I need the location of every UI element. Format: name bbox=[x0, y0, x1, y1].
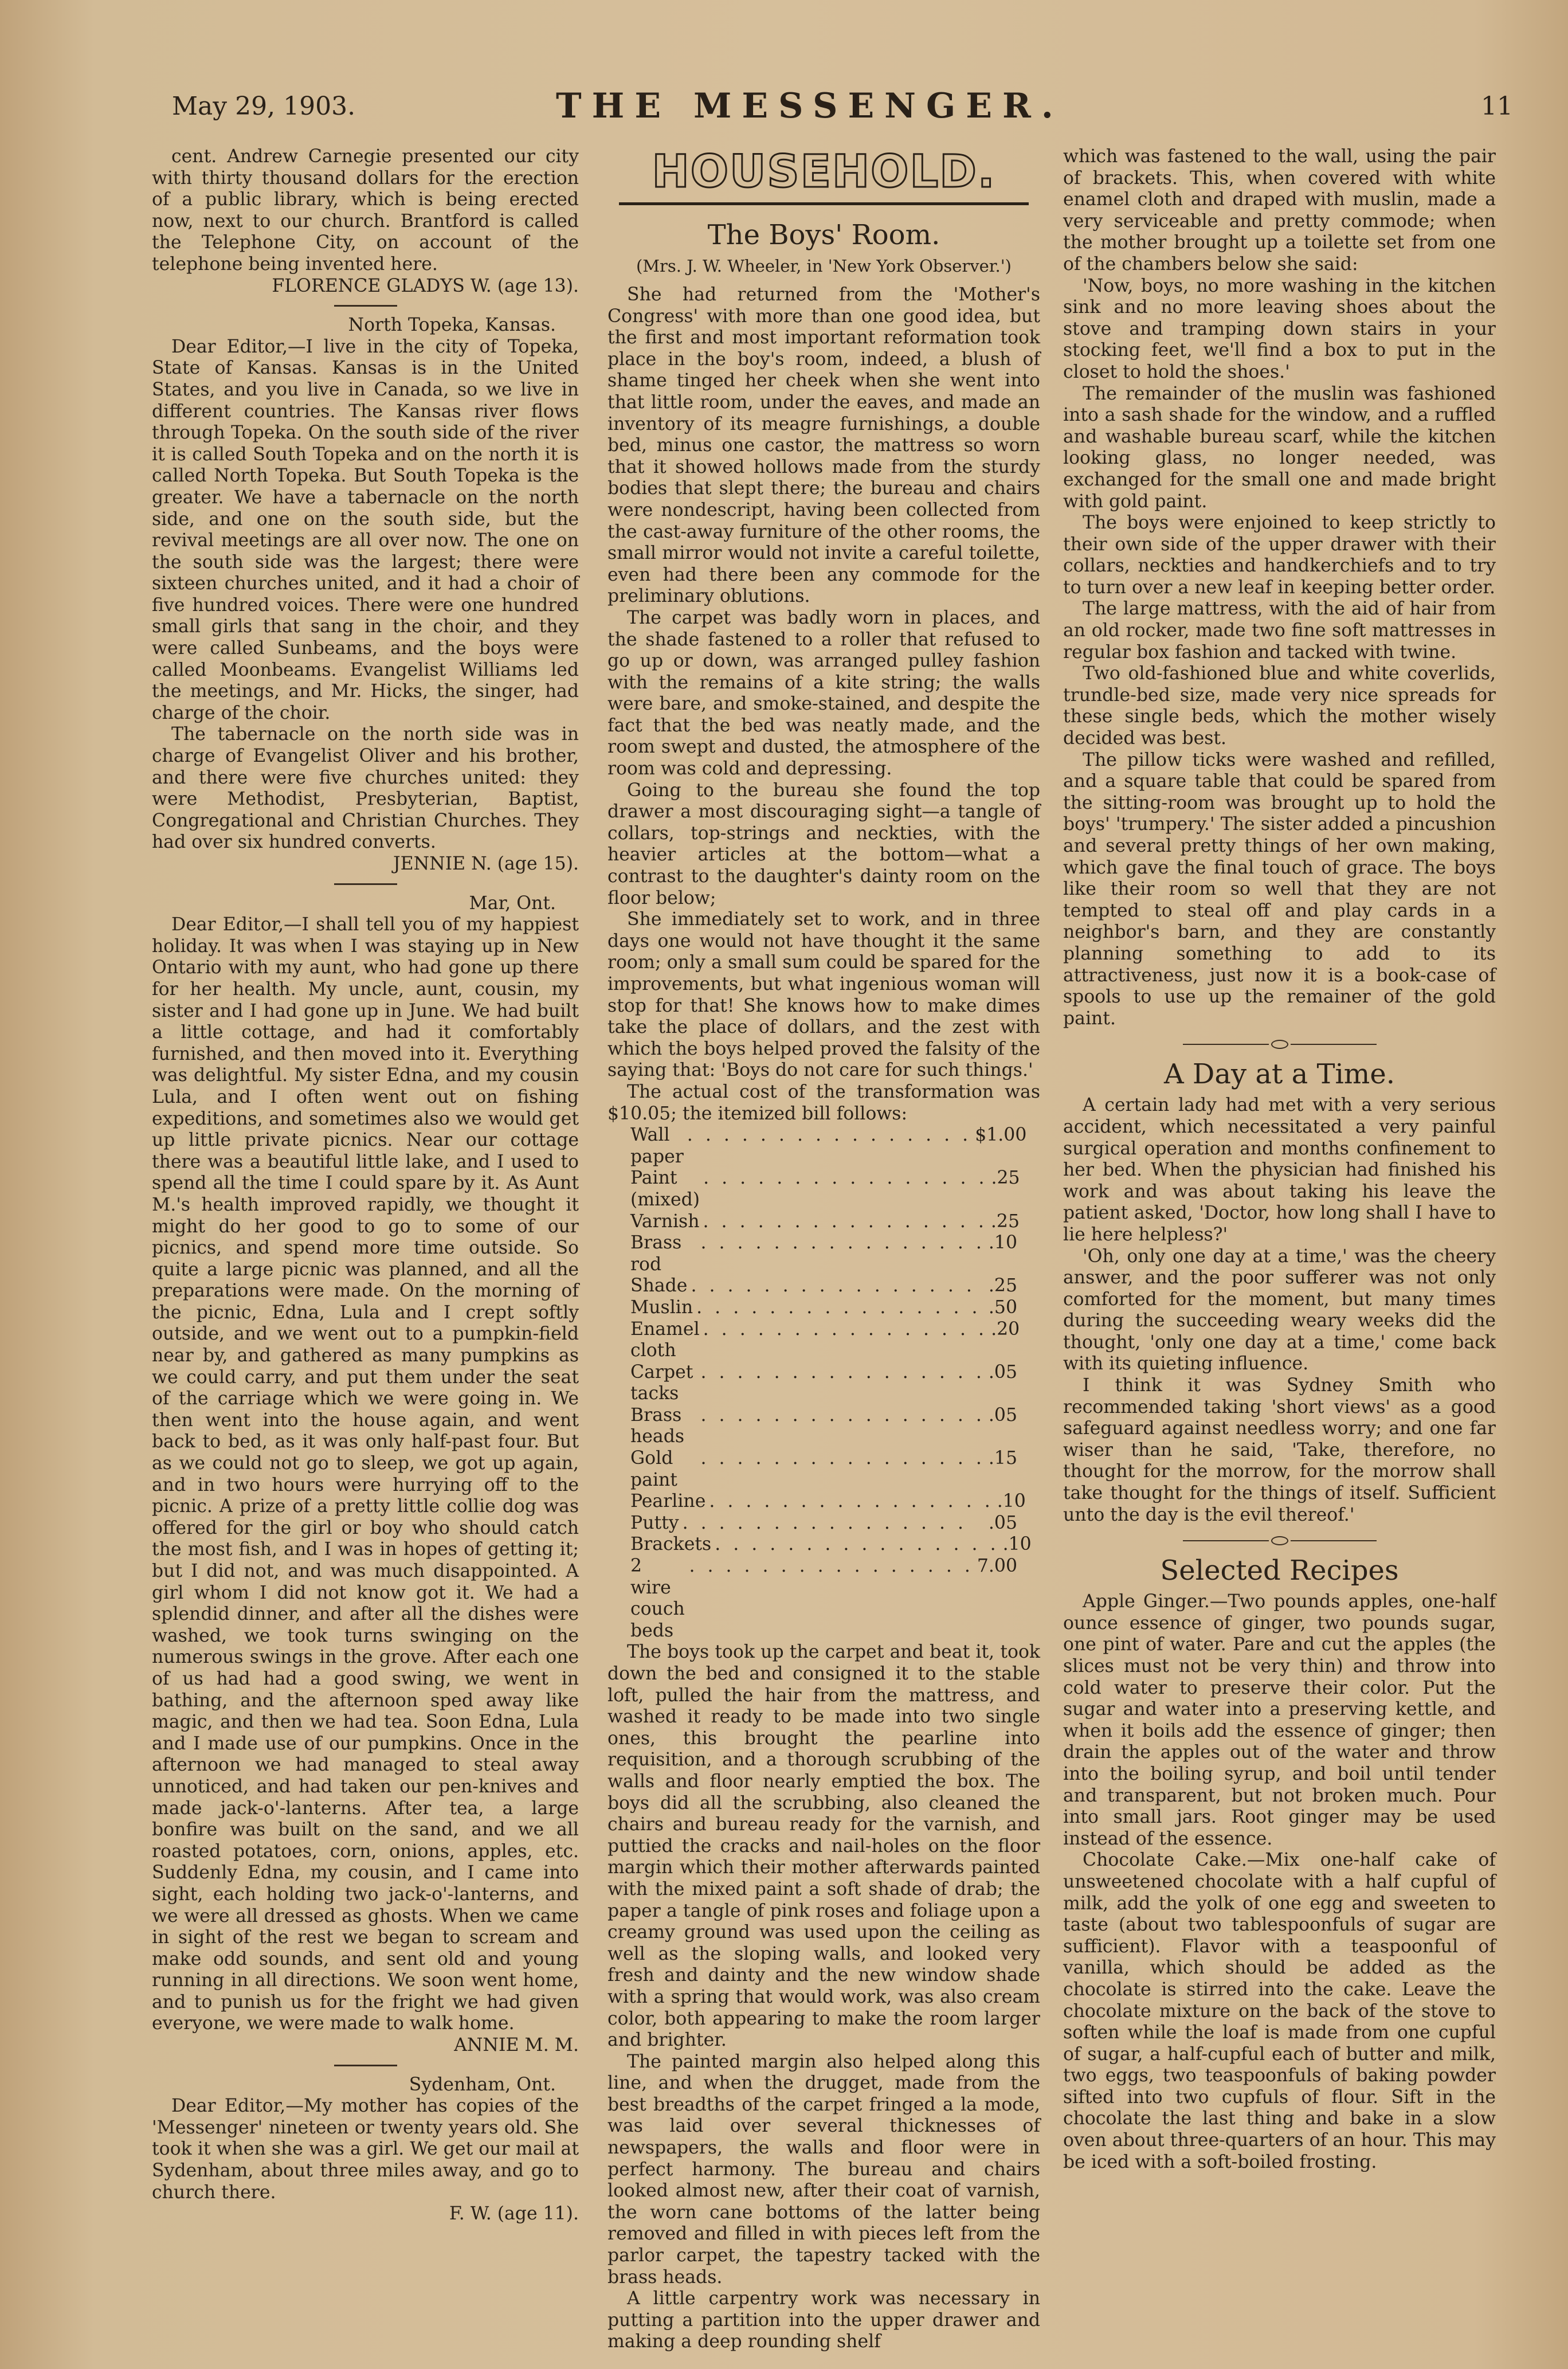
bill-row bbox=[630, 1448, 1040, 1491]
column-2 bbox=[607, 146, 1040, 2353]
leader-dots: . . . . . . . . . . . . . . . . bbox=[687, 1125, 972, 1146]
article-paragraph: 'Now, boys, no more washing in the kitchen sink and no more leaving shoes about the stove and tramping down stairs in your stocking feet, we'll find a box to put in the closet to hold the shoes.' bbox=[1063, 275, 1496, 382]
divider-rule bbox=[334, 2065, 397, 2066]
bill-item: Gold paint bbox=[630, 1448, 677, 1490]
letter-paragraph: Dear Editor,—My mother has copies of the 'Messenger' nineteen or twenty years old. She took it when she was a girl. We get our mail at Sydenham, about three miles away, and go to church there. bbox=[152, 2096, 579, 2203]
bill-cost: $1.00 bbox=[975, 1125, 1027, 1146]
letter-paragraph: The tabernacle on the north side was in charge of Evangelist Oliver and his brother, and there were five churches united: they were Methodist, Presbyterian, Baptist, Congregational and Christian Churches. They had over six hundred converts. bbox=[152, 724, 579, 853]
issue-date: May 29, 1903. bbox=[172, 92, 356, 121]
bill-row bbox=[630, 1405, 1040, 1448]
ornament-divider bbox=[1063, 1040, 1496, 1049]
article-byline: (Mrs. J. W. Wheeler, in 'New York Observer.') bbox=[636, 256, 1012, 276]
leader-dots: . . . . . . . . . . . . . . . . bbox=[689, 1556, 974, 1577]
bill-item: Enamel cloth bbox=[630, 1318, 700, 1361]
bill-cost: .15 bbox=[988, 1448, 1017, 1469]
letter-paragraph: Dear Editor,—I live in the city of Topeka, State of Kansas. Kansas is in the United States, and you live in Canada, so we live in different countries. The Kansas river flows through Topeka. On the south side of the river it is called South Topeka and on the north it is called North Topeka. But South Topeka is the greater. We have a tabernacle on the north side, and one on the south side, but the revival meetings are all over now. The one on the south side was the largest; there were sixteen churches united, and it had a choir of five hundred voices. There were one hundred small girls that sang in the choir, and they were called Sunbeams, and the boys were called Moonbeams. Evangelist Williams led the meetings, and Mr. Hicks, the singer, had charge of the choir. bbox=[152, 336, 579, 723]
section-rule bbox=[619, 202, 1029, 205]
bill-item: Wall paper bbox=[630, 1125, 684, 1167]
article-paragraph: The carpet was badly worn in places, and the shade fastened to a roller that refused to go up or down, was arranged pulley fashion with the remains of a kite string; the walls were bare, and smoke-stained, and despite the fact that the bed was neatly made, and the room swept and dusted, the atmosphere of the room was cold and depressing. bbox=[607, 607, 1040, 780]
article-paragraph: Going to the bureau she found the top drawer a most discouraging sight—a tangle of collars, top-strings and neckties, with the heavier articles at the bottom—what a contrast to the daughter's dainty room on the floor below; bbox=[607, 780, 1040, 909]
bill-cost: .10 bbox=[1002, 1534, 1032, 1555]
article-paragraph: She immediately set to work, and in three days one would not have thought it the same room; only a small sum could be spared for the improvements, but what ingenious woman will stop for that! She knows how to make dimes take the place of dollars, and the zest with which the boys helped proved the falsity of the saying that: 'Boys do not care for such things.' bbox=[607, 909, 1040, 1081]
column-3 bbox=[1063, 146, 1496, 2173]
bill-cost: .10 bbox=[988, 1232, 1017, 1254]
article-paragraph: The large mattress, with the aid of hair from an old rocker, made two fine soft mattresses in regular box fashion and tacked with twine. bbox=[1063, 598, 1496, 663]
bill-item: Muslin bbox=[630, 1297, 693, 1318]
bill-row bbox=[630, 1556, 1040, 1642]
letter-signature: F. W. (age 11). bbox=[449, 2203, 579, 2225]
leader-dots: . . . . . . . . . . . . . . . . bbox=[700, 1361, 985, 1383]
bill-item: Brass heads bbox=[630, 1404, 685, 1447]
bill-item: Brackets bbox=[630, 1534, 712, 1555]
leader-dots: . . . . . . . . . . . . . . . . bbox=[696, 1297, 981, 1318]
masthead bbox=[172, 86, 1513, 143]
ornament-divider bbox=[1063, 1536, 1496, 1545]
bill-row bbox=[630, 1275, 1040, 1297]
bill-cost: .05 bbox=[988, 1512, 1017, 1533]
article-paragraph: The boys took up the carpet and beat it, took down the bed and consigned it to the stable loft, pulled the hair from the mattress, and washed it ready to be made into two single ones, this brought the pearline into requisition, and a thorough scrubbing of the walls and floor nearly emptied the box. The boys did all the scrubbing, also cleaned the chairs and bureau ready for the varnish, and puttied the cracks and nail-holes on the floor margin which their mother afterwards painted with the mixed paint a soft shade of drab; the paper a tangle of pink roses and foliage upon a creamy ground was used upon the ceiling as well as the sloping walls, and looked very fresh and dainty and the new window shade with a spring that would work, was also cream color, both appearing to make the room larger and brighter. bbox=[607, 1642, 1040, 2051]
letter-signature: FLORENCE GLADYS W. (age 13). bbox=[272, 275, 579, 296]
bill-item: Shade bbox=[630, 1275, 688, 1297]
leader-dots: . . . . . . . . . . . . . . . . bbox=[700, 1448, 985, 1469]
bill-cost: .10 bbox=[997, 1491, 1026, 1512]
bill-row bbox=[630, 1232, 1040, 1275]
article-title: A Day at a Time. bbox=[1164, 1058, 1395, 1091]
leader-dots: . . . . . . . . . . . . . . . . bbox=[700, 1232, 985, 1254]
article-paragraph: A certain lady had met with a very serious accident, which necessitated a very painful surgical operation and months confinement to her bed. When the physician had finished his work and was about taking his leave the patient asked, 'Doctor, how long shall I have to lie here helpless?' bbox=[1063, 1095, 1496, 1245]
bill-item: Pearline bbox=[630, 1491, 706, 1512]
page-number: 11 bbox=[1481, 92, 1513, 121]
section-heading: HOUSEHOLD. bbox=[652, 146, 996, 198]
bill-row bbox=[630, 1297, 1040, 1319]
article-paragraph: I think it was Sydney Smith who recommended taking 'short views' as a good safeguard against needless worry; and one far wiser than he said, 'Take, therefore, no thought for the morrow, for the morrow shall take thought for the things of itself. Sufficient unto the day is the evil thereof.' bbox=[1063, 1375, 1496, 1525]
bill-row bbox=[630, 1319, 1040, 1362]
bill-cost: .05 bbox=[988, 1404, 1017, 1426]
letter-place: Sydenham, Ont. bbox=[409, 2074, 556, 2095]
bill-row bbox=[630, 1125, 1040, 1168]
article-title: Selected Recipes bbox=[1160, 1554, 1399, 1587]
article-paragraph: A little carpentry work was necessary in putting a partition into the upper drawer and making a deep rounding shelf bbox=[607, 2288, 1040, 2352]
leader-dots: . . . . . . . . . . . . . . . . bbox=[703, 1211, 987, 1232]
recipe-paragraph: Chocolate Cake.—Mix one-half cake of unsweetened chocolate with a half cupful of milk, add the yolk of one egg and sweeten to taste (about two tablespoonfuls of sugar are sufficient). Flavor with a teaspoonful of vanilla, which should be added as the chocolate is stirred into the cake. Leave the chocolate mixture on the back of the stove to soften while the loaf is made from one cupful of sugar, a half-cupful each of butter and milk, two eggs, two teaspoonfuls of baking powder sifted into two cupfuls of flour. Sift in the chocolate the last thing and bake in a slow oven about three-quarters of an hour. This may be iced with a soft-boiled frosting. bbox=[1063, 1850, 1496, 2172]
divider-rule bbox=[334, 305, 397, 307]
leader-dots: . . . . . . . . . . . . . . . . bbox=[691, 1275, 975, 1297]
letter-paragraph: Dear Editor,—I shall tell you of my happiest holiday. It was when I was staying up in New Ontario with my aunt, who had gone up there for her health. My uncle, aunt, cousin, my sister and I had gone up in June. We had built a little cottage, and had it comfortably furnished, and then moved into it. Everything was delightful. My sister Edna, and my cousin Lula, and I often went out on fishing expeditions, and sometimes also we would get up little private picnics. Near our cottage there was a beautiful little lake, and I used to spend all the time I could spare by it. As Aunt M.'s health improved rapidly, we thought it might do her good to go to some of our picnics, and spend more time outside. So quite a large picnic was planned, and all the preparations were made. On the morning of the picnic, Edna, Lula and I crept softly outside, and we went out to a pumpkin-field near by, and gathered as many pumpkins as we could carry, and put them under the seat of the carriage which we were going in. We then went into the house again, and went back to bed, as it was only half-past four. But as we could not go to sleep, we got up again, and in two hours were hurrying off to the picnic. A prize of a pretty little collie dog was offered for the girl or boy who should catch the most fish, and I was in hopes of getting it; but I did not, and was much disappointed. A girl whom I did not know got it. We had a splendid dinner, and after all the dishes were washed, we took turns swinging on the numerous swings in the grove. After each one of us had had a good swing, we went in bathing, and the afternoon sped away like magic, and then we had tea. Soon Edna, Lula and I made use of our pumpkins. Once in the afternoon we had managed to steal away unnoticed, and had taken our pen-knives and made jack-o'-lanterns. After tea, a large bonfire was built on the sand, and we all roasted potatoes, corn, onions, apples, etc. Suddenly Edna, my cousin, and I came into sight, each holding two jack-o'-lanterns, and we were all dressed as ghosts. When we came in sight of the rest we began to scream and make odd sounds, and sent old and young running in all directions. We soon went home, and to punish us for the fright we had given everyone, we were made to walk home. bbox=[152, 914, 579, 2034]
bill-item: Brass rod bbox=[630, 1232, 682, 1275]
leader-dots: . . . . . . . . . . . . . . . . bbox=[715, 1534, 999, 1555]
article-paragraph: The boys were enjoined to keep strictly to their own side of the upper drawer with their collars, neckties and handkerchiefs and to try to turn over a new leaf in keeping better order. bbox=[1063, 512, 1496, 598]
bill-row bbox=[630, 1168, 1040, 1211]
bill-cost: .20 bbox=[991, 1318, 1020, 1340]
letter-paragraph: cent. Andrew Carnegie presented our city with thirty thousand dollars for the erection of a public library, which is being erected now, next to our church. Brantford is called the Telephone City, on account of the telephone being invented here. bbox=[152, 146, 579, 275]
leader-dots: . . . . . . . . . . . . . . . . bbox=[703, 1168, 988, 1189]
leader-dots: . . . . . . . . . . . . . . . . bbox=[703, 1318, 988, 1340]
newspaper-title: THE MESSENGER. bbox=[556, 86, 1064, 126]
column-1 bbox=[152, 146, 579, 2225]
itemized-bill bbox=[630, 1125, 1040, 1642]
bill-item: Carpet tacks bbox=[630, 1361, 693, 1404]
leader-dots: . . . . . . . . . . . . . . . . bbox=[682, 1512, 967, 1533]
divider-rule bbox=[334, 883, 397, 885]
bill-cost: .25 bbox=[988, 1275, 1017, 1297]
letter-place: North Topeka, Kansas. bbox=[348, 315, 556, 336]
bill-row bbox=[630, 1513, 1040, 1534]
article-paragraph: The pillow ticks were washed and refilled, and a square table that could be spared from the sitting-room was brought up to hold the boys' 'trumpery.' The sister added a pincushion and several pretty things of her own making, which gave the final touch of grace. The boys like their room so well that they are not tempted to steal off and play cards in a neighbor's barn, and they are constantly planning something to add to its attractiveness, just now it is a book-case of spools to use up the remainer of the gold paint. bbox=[1063, 749, 1496, 1029]
article-paragraph: 'Oh, only one day at a time,' was the cheery answer, and the poor sufferer was not only comforted for the moment, but many times during the succeeding weary weeks did the thought, 'only one day at a time,' come back with its quieting influence. bbox=[1063, 1246, 1496, 1375]
leader-dots: . . . . . . . . . . . . . . . . bbox=[709, 1491, 994, 1512]
article-paragraph: The painted margin also helped along this line, and when the drugget, made from the best breadths of the carpet fringed a la mode, was laid over several thicknesses of newspapers, the walls and floor were in perfect harmony. The bureau and chairs looked almost new, after their coat of varnish, the worn cane bottoms of the latter being removed and filled in with pieces left from the parlor carpet, the tapestry tacked with the brass heads. bbox=[607, 2051, 1040, 2288]
bill-row bbox=[630, 1362, 1040, 1405]
letter-signature: ANNIE M. M. bbox=[454, 2035, 579, 2056]
bill-cost: .50 bbox=[988, 1297, 1017, 1318]
bill-item: 2 wire couch beds bbox=[630, 1556, 685, 1641]
recipe-paragraph: Apple Ginger.—Two pounds apples, one-half ounce essence of ginger, two pounds sugar, one pint of water. Pare and cut the apples (the slices must not be very thin) and throw into cold water to preserve their color. Put the sugar and water into a preserving kettle, and when it boils add the essence of ginger; then drain the apples out of the water and throw into the boiling syrup, and boil until tender and transparent, but not broken much. Pour into small jars. Root ginger may be used instead of the essence. bbox=[1063, 1591, 1496, 1849]
article-paragraph: Two old-fashioned blue and white coverlids, trundle-bed size, made very nice spreads for these single beds, which the mother wisely decided was best. bbox=[1063, 663, 1496, 749]
article-title: The Boys' Room. bbox=[707, 219, 940, 251]
bill-row bbox=[630, 1211, 1040, 1233]
bill-cost: .25 bbox=[991, 1168, 1020, 1189]
bill-row bbox=[630, 1491, 1040, 1513]
bill-row bbox=[630, 1534, 1040, 1556]
bill-cost: 7.00 bbox=[977, 1556, 1017, 1577]
bill-cost: .25 bbox=[990, 1211, 1020, 1232]
leader-dots: . . . . . . . . . . . . . . . . bbox=[700, 1404, 985, 1426]
article-paragraph: The actual cost of the transformation was $10.05; the itemized bill follows: bbox=[607, 1081, 1040, 1124]
bill-cost: .05 bbox=[988, 1361, 1017, 1383]
letter-signature: JENNIE N. (age 15). bbox=[393, 853, 579, 874]
article-paragraph: She had returned from the 'Mother's Congress' with more than one good idea, but the first and most important reformation took place in the boy's room, indeed, a blush of shame tinged her cheek when she went into that little room, under the eaves, and made an inventory of its meagre furnishings, a double bed, minus one castor, the mattress so worn that it showed hollows made from the sturdy bodies that slept there; the bureau and chairs were nondescript, having been collected from the cast-away furniture of the other rooms, the small mirror would not invite a careful toilette, even had there been any commode for the preliminary oblutions. bbox=[607, 284, 1040, 607]
bill-item: Paint (mixed) bbox=[630, 1168, 700, 1210]
letter-place: Mar, Ont. bbox=[469, 892, 556, 914]
bill-item: Varnish bbox=[630, 1211, 700, 1232]
article-paragraph: which was fastened to the wall, using the pair of brackets. This, when covered with white enamel cloth and draped with muslin, made a very serviceable and pretty commode; when the mother brought up a toilette set from one of the chambers below she said: bbox=[1063, 146, 1496, 275]
bill-item: Putty bbox=[630, 1512, 679, 1533]
article-paragraph: The remainder of the muslin was fashioned into a sash shade for the window, and a ruffled and washable bureau scarf, while the kitchen looking glass, no longer needed, was exchanged for the small one and made bright with gold paint. bbox=[1063, 383, 1496, 512]
